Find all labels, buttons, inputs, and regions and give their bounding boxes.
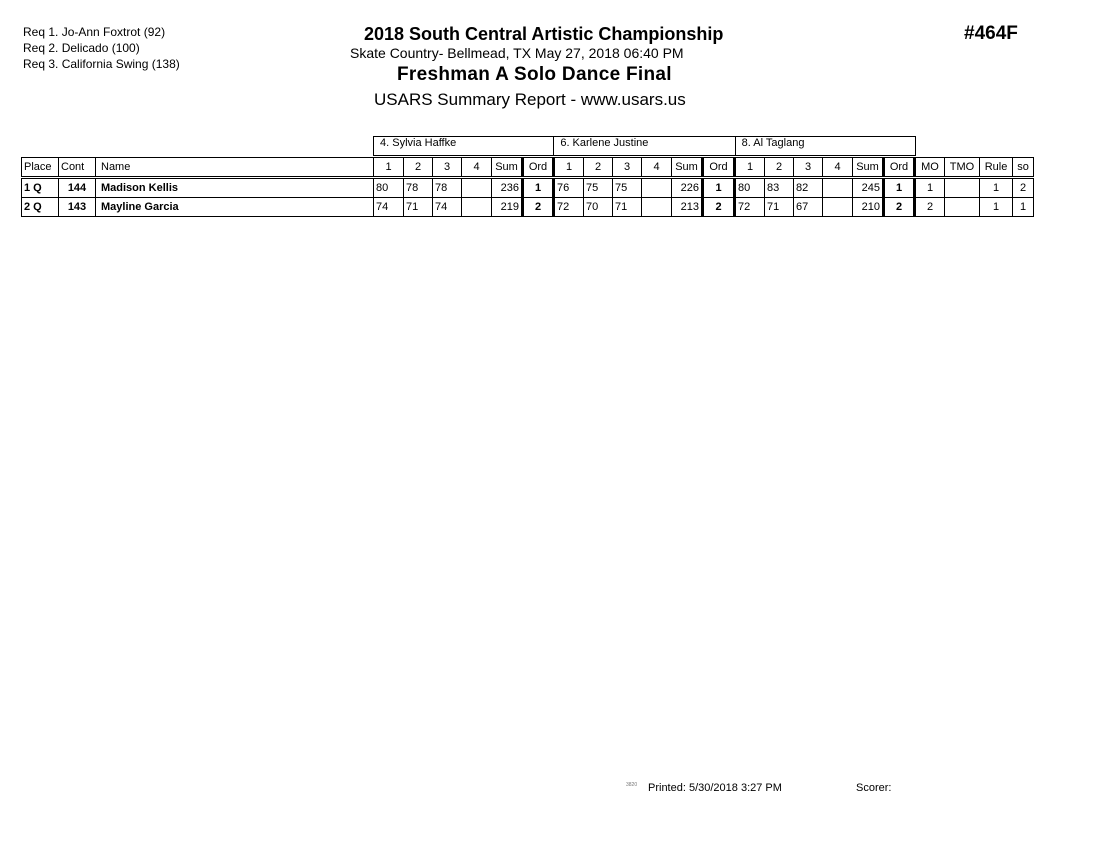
j1-mark-1: 80 (374, 178, 404, 198)
j2-col-ord: Ord (703, 158, 735, 178)
place: 1 Q (22, 178, 59, 198)
requirement-3: Req 3. California Swing (138) (23, 57, 180, 71)
j3-ord: 2 (884, 198, 915, 217)
tmo (945, 198, 980, 217)
judge-header-table (373, 136, 916, 156)
col-rule: Rule (980, 158, 1013, 178)
cont: 144 (59, 178, 96, 198)
table-row (22, 178, 1034, 198)
column-header-row (22, 158, 1034, 178)
col-place: Place (22, 158, 59, 178)
j2-mark-1: 72 (554, 198, 584, 217)
j3-col-4: 4 (823, 158, 853, 178)
j2-mark-1: 76 (554, 178, 584, 198)
judge-3-header: 8. Al Taglang (735, 137, 915, 156)
j1-mark-3: 78 (433, 178, 462, 198)
j2-mark-2: 70 (584, 198, 613, 217)
judge-1-header: 4. Sylvia Haffke (374, 137, 554, 156)
tmo (945, 178, 980, 198)
j1-mark-4 (462, 198, 492, 217)
j2-mark-4 (642, 178, 672, 198)
j1-ord: 2 (523, 198, 554, 217)
col-tmo: TMO (945, 158, 980, 178)
j1-col-sum: Sum (492, 158, 523, 178)
results-table (21, 157, 1034, 217)
j2-mark-4 (642, 198, 672, 217)
j1-ord: 1 (523, 178, 554, 198)
place: 2 Q (22, 198, 59, 217)
j2-col-1: 1 (554, 158, 584, 178)
mo: 1 (915, 178, 945, 198)
j1-col-1: 1 (374, 158, 404, 178)
j2-mark-3: 71 (613, 198, 642, 217)
j2-col-4: 4 (642, 158, 672, 178)
rule: 1 (980, 198, 1013, 217)
cont: 143 (59, 198, 96, 217)
j1-sum: 219 (492, 198, 523, 217)
j1-mark-1: 74 (374, 198, 404, 217)
j3-sum: 210 (853, 198, 884, 217)
j2-mark-2: 75 (584, 178, 613, 198)
j2-ord: 2 (703, 198, 735, 217)
j3-mark-4 (823, 178, 853, 198)
event-number: #464F (964, 23, 1018, 44)
j1-mark-4 (462, 178, 492, 198)
j3-col-2: 2 (765, 158, 794, 178)
j3-ord: 1 (884, 178, 915, 198)
j3-col-1: 1 (735, 158, 765, 178)
j2-sum: 213 (672, 198, 703, 217)
scorer-label: Scorer: (856, 782, 892, 794)
report-title: USARS Summary Report - www.usars.us (374, 90, 686, 109)
j3-mark-2: 71 (765, 198, 794, 217)
col-so: so (1013, 158, 1034, 178)
report-code: 3820 (626, 782, 638, 788)
printed-timestamp: Printed: 5/30/2018 3:27 PM (648, 782, 782, 794)
j1-col-3: 3 (433, 158, 462, 178)
j1-mark-2: 71 (404, 198, 433, 217)
rule: 1 (980, 178, 1013, 198)
j2-mark-3: 75 (613, 178, 642, 198)
j1-sum: 236 (492, 178, 523, 198)
event-title: Freshman A Solo Dance Final (397, 64, 672, 85)
j3-sum: 245 (853, 178, 884, 198)
j2-col-3: 3 (613, 158, 642, 178)
j3-mark-4 (823, 198, 853, 217)
j2-sum: 226 (672, 178, 703, 198)
judge-2-header: 6. Karlene Justine (554, 137, 735, 156)
j1-col-ord: Ord (523, 158, 554, 178)
skater-name: Madison Kellis (96, 178, 374, 198)
table-row (22, 198, 1034, 217)
j3-mark-3: 82 (794, 178, 823, 198)
j3-mark-1: 72 (735, 198, 765, 217)
competition-title: 2018 South Central Artistic Championship (364, 24, 724, 44)
j1-mark-3: 74 (433, 198, 462, 217)
venue-date: Skate Country- Bellmead, TX May 27, 2018 06:40 PM (350, 45, 684, 61)
j2-ord: 1 (703, 178, 735, 198)
j3-col-sum: Sum (853, 158, 884, 178)
so: 2 (1013, 178, 1034, 198)
mo: 2 (915, 198, 945, 217)
j2-col-2: 2 (584, 158, 613, 178)
j3-col-ord: Ord (884, 158, 915, 178)
j3-mark-3: 67 (794, 198, 823, 217)
j3-mark-1: 80 (735, 178, 765, 198)
skater-name: Mayline Garcia (96, 198, 374, 217)
j1-col-2: 2 (404, 158, 433, 178)
j1-mark-2: 78 (404, 178, 433, 198)
so: 1 (1013, 198, 1034, 217)
requirement-2: Req 2. Delicado (100) (23, 41, 140, 55)
j3-mark-2: 83 (765, 178, 794, 198)
j2-col-sum: Sum (672, 158, 703, 178)
col-cont: Cont (59, 158, 96, 178)
j3-col-3: 3 (794, 158, 823, 178)
col-mo: MO (915, 158, 945, 178)
j1-col-4: 4 (462, 158, 492, 178)
col-name: Name (96, 158, 374, 178)
requirement-1: Req 1. Jo-Ann Foxtrot (92) (23, 25, 166, 39)
